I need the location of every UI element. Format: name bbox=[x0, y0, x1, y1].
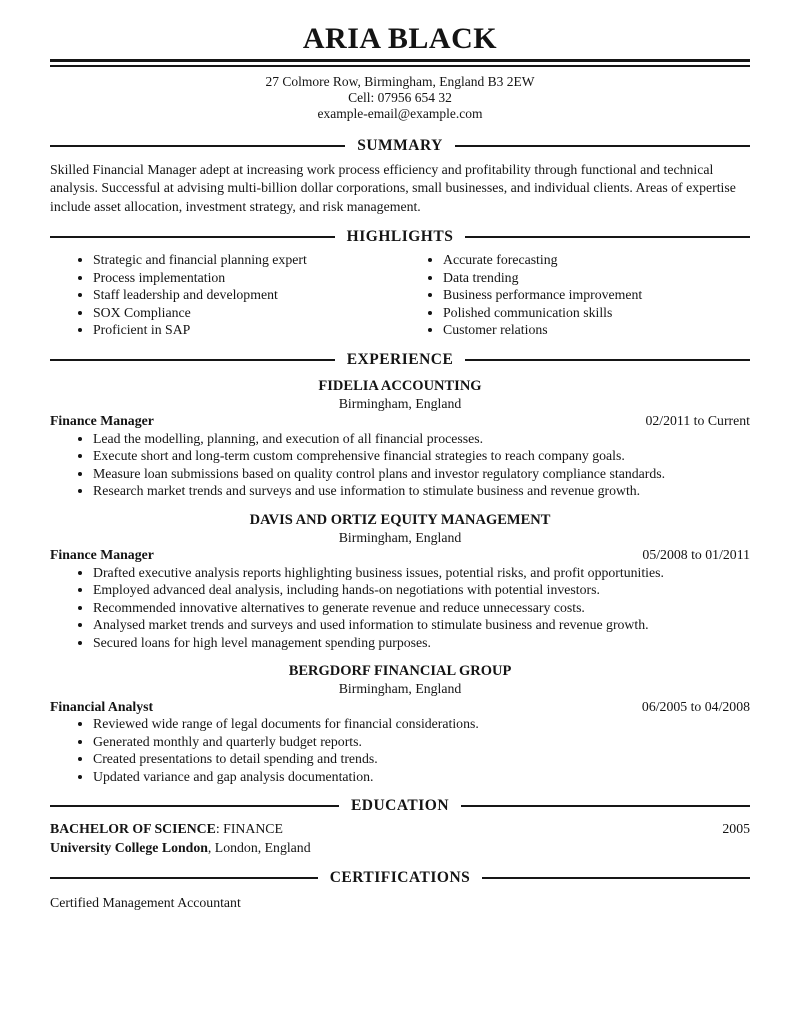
job-title: Finance Manager bbox=[50, 547, 154, 563]
experience-job-1 bbox=[50, 377, 750, 500]
experience-job-2 bbox=[50, 511, 750, 652]
section-rule-right bbox=[482, 877, 750, 879]
section-rule-left bbox=[50, 805, 339, 807]
job-bullet: • Secured loans for high level management spending purposes. bbox=[93, 634, 750, 652]
company-name: BERGDORF FINANCIAL GROUP bbox=[288, 663, 512, 680]
section-rule-left bbox=[50, 145, 345, 147]
resume-name: ARIA BLACK bbox=[302, 22, 498, 55]
contact-phone: Cell: 07956 654 32 bbox=[348, 90, 452, 105]
highlight-item: • Business performance improvement bbox=[443, 286, 750, 304]
contact-email: example-email@example.com bbox=[317, 106, 483, 121]
job-title-row bbox=[50, 412, 750, 430]
company-name: FIDELIA ACCOUNTING bbox=[318, 377, 482, 394]
section-title-highlights: HIGHLIGHTS bbox=[346, 228, 454, 246]
company-location: Birmingham, England bbox=[338, 529, 462, 545]
section-rule-right bbox=[461, 805, 750, 807]
education-degree-row bbox=[50, 820, 750, 839]
job-bullet-list bbox=[50, 430, 750, 500]
highlight-item: • Process implementation bbox=[93, 269, 400, 287]
highlight-item: • Staff leadership and development bbox=[93, 286, 400, 304]
job-bullet: • Lead the modelling, planning, and execution of all financial processes. bbox=[93, 430, 750, 448]
highlight-item: • SOX Compliance bbox=[93, 304, 400, 322]
section-title-summary: SUMMARY bbox=[357, 137, 443, 154]
job-bullet: • Drafted executive analysis reports highlighting business issues, potential risks, and profit opportunities. bbox=[93, 564, 750, 582]
highlight-item: • Polished communication skills bbox=[443, 304, 750, 322]
highlight-item: • Strategic and financial planning expert bbox=[93, 251, 400, 269]
job-bullet-list bbox=[50, 715, 750, 785]
company-location: Birmingham, England bbox=[338, 681, 462, 697]
section-header-education bbox=[50, 797, 750, 815]
degree-name: BACHELOR OF SCIENCE bbox=[50, 821, 216, 837]
job-bullet: • Analysed market trends and surveys and used information to stimulate business and revenue growth. bbox=[93, 616, 750, 634]
section-rule-right bbox=[465, 359, 750, 361]
job-bullet: • Updated variance and gap analysis documentation. bbox=[93, 768, 750, 786]
summary-text: Skilled Financial Manager adept at increasing work process efficiency and profitability through functional and technical analysis. Successful at advising multi-billion dollar corporations, small businesses, and individual clients. Areas of expertise include asset allocation, investment strategy, and risk management. bbox=[50, 162, 736, 214]
highlights-left-column bbox=[50, 251, 400, 339]
education-school-row bbox=[50, 839, 750, 858]
contact-block bbox=[50, 74, 750, 122]
header-divider bbox=[50, 59, 750, 67]
section-rule-left bbox=[50, 359, 335, 361]
job-bullet: • Research market trends and surveys and use information to stimulate business and revenue growth. bbox=[93, 482, 750, 500]
job-title: Finance Manager bbox=[50, 413, 154, 429]
highlights-list-left bbox=[50, 251, 400, 339]
highlights-right-column bbox=[400, 251, 750, 339]
education-degree bbox=[50, 820, 283, 839]
highlights-list-right bbox=[400, 251, 750, 339]
school-name: University College London bbox=[50, 839, 208, 855]
company-name: DAVIS AND ORTIZ EQUITY MANAGEMENT bbox=[249, 511, 551, 528]
section-header-certifications bbox=[50, 869, 750, 887]
experience-job-3 bbox=[50, 662, 750, 785]
section-rule-right bbox=[465, 236, 750, 238]
school-location: , London, England bbox=[207, 839, 311, 855]
job-title: Financial Analyst bbox=[50, 698, 154, 714]
job-title-row bbox=[50, 546, 750, 564]
job-dates: 06/2005 to 04/2008 bbox=[641, 698, 750, 714]
job-bullet: • Employed advanced deal analysis, including hands-on negotiations with potential investors. bbox=[93, 581, 750, 599]
highlights-columns bbox=[50, 251, 750, 339]
job-bullet: • Generated monthly and quarterly budget reports. bbox=[93, 733, 750, 751]
job-title-row bbox=[50, 698, 750, 716]
job-bullet: • Recommended innovative alternatives to generate revenue and reduce unnecessary costs. bbox=[93, 599, 750, 617]
highlight-item: • Accurate forecasting bbox=[443, 251, 750, 269]
section-rule-right bbox=[455, 145, 750, 147]
education-block bbox=[50, 820, 750, 857]
education-year: 2005 bbox=[722, 821, 750, 837]
section-title-education: EDUCATION bbox=[350, 797, 450, 815]
degree-field: : FINANCE bbox=[215, 821, 283, 837]
contact-address: 27 Colmore Row, Birmingham, England B3 2EW bbox=[265, 74, 535, 89]
highlight-item: • Proficient in SAP bbox=[93, 321, 400, 339]
job-bullet: • Execute short and long-term custom comprehensive financial strategies to reach company goals. bbox=[93, 447, 750, 465]
section-header-summary bbox=[50, 137, 750, 155]
job-bullet: • Created presentations to detail spending and trends. bbox=[93, 750, 750, 768]
highlight-item: • Customer relations bbox=[443, 321, 750, 339]
job-bullet-list bbox=[50, 564, 750, 652]
job-dates: 02/2011 to Current bbox=[645, 413, 750, 429]
section-rule-left bbox=[50, 236, 335, 238]
section-header-highlights bbox=[50, 228, 750, 246]
job-dates: 05/2008 to 01/2011 bbox=[642, 547, 750, 563]
company-location: Birmingham, England bbox=[338, 395, 462, 411]
job-bullet: • Measure loan submissions based on quality control plans and investor regulatory compliance standards. bbox=[93, 465, 750, 483]
section-title-experience: EXPERIENCE bbox=[346, 350, 454, 368]
section-header-experience bbox=[50, 351, 750, 369]
job-bullet: • Reviewed wide range of legal documents for financial considerations. bbox=[93, 715, 750, 733]
section-rule-left bbox=[50, 877, 318, 879]
highlight-item: • Data trending bbox=[443, 269, 750, 287]
certification-item: Certified Management Accountant bbox=[50, 895, 241, 911]
section-title-certifications: CERTIFICATIONS bbox=[329, 869, 471, 887]
